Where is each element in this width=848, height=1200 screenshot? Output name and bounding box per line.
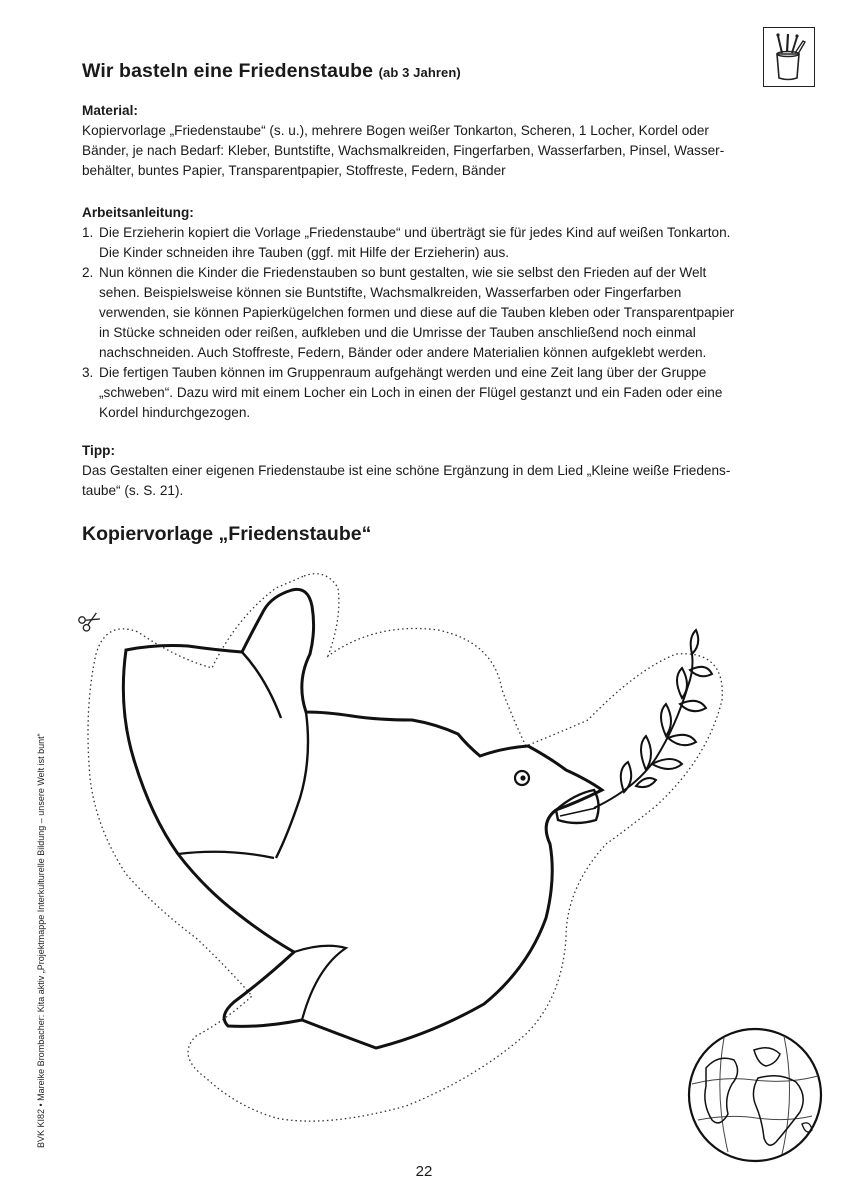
side-credit: BVK KI82 • Mareike Brombacher: Kita aktiv „Projektmappe Interkulturelle Bildung – unsere Welt ist bunt“	[36, 733, 46, 1148]
step-line: Kordel hindurchgezogen.	[99, 405, 251, 420]
tip-line: taube“ (s. S. 21).	[82, 483, 184, 498]
material-section	[82, 101, 772, 181]
steps-list	[82, 223, 772, 423]
step-item	[82, 363, 772, 423]
dove-outline	[123, 589, 602, 1048]
tip-section	[82, 441, 772, 501]
step-number: 3.	[82, 365, 94, 380]
pencil-cup-icon	[763, 27, 815, 87]
material-line: Bänder, je nach Bedarf: Kleber, Buntstifte, Wachsmalkreiden, Fingerfarben, Wasserfarben, Pinsel, Wasser-	[82, 143, 725, 158]
tail-line	[294, 946, 346, 1020]
wing-line	[276, 712, 308, 858]
step-line: Die Erzieherin kopiert die Vorlage „Friedenstaube“ und überträgt sie für jedes Kind auf weißen Tonkarton.	[99, 225, 731, 240]
wing-line	[242, 652, 281, 718]
page-title	[82, 60, 461, 83]
step-line: Die Kinder schneiden ihre Tauben (ggf. mit Hilfe der Erzieherin) aus.	[99, 245, 510, 260]
step-line: „schweben“. Dazu wird mit einem Locher ein Loch in einen der Flügel gestanzt und ein Faden oder eine	[99, 385, 723, 400]
dove-template	[76, 558, 756, 1158]
step-number: 2.	[82, 265, 94, 280]
step-item	[82, 263, 772, 363]
step-line: nachschneiden. Auch Stoffreste, Federn, Bänder oder andere Materialien können aufgeklebt werden.	[99, 345, 707, 360]
page-number: 22	[415, 1163, 433, 1180]
material-line: behälter, buntes Papier, Transparentpapier, Stoffreste, Federn, Bänder	[82, 163, 506, 178]
step-line: sehen. Beispielsweise können sie Buntstifte, Wachsmalkreiden, Wasserfarben oder Fingerfarben	[99, 285, 682, 300]
step-number: 1.	[82, 225, 94, 240]
scissors-icon	[78, 609, 102, 632]
title-age: (ab 3 Jahren)	[378, 65, 461, 80]
wing-line	[178, 852, 274, 858]
tip-line: Das Gestalten einer eigenen Friedenstaube ist eine schöne Ergänzung in dem Lied „Kleine weiße Friedens-	[82, 463, 731, 478]
title-main: Wir basteln eine Friedenstaube	[82, 60, 374, 82]
step-line: in Stücke schneiden oder reißen, aufkleben und die Umrisse der Tauben anschließend noch einmal	[99, 325, 696, 340]
step-line: Nun können die Kinder die Friedenstauben so bunt gestalten, wie sie selbst den Frieden auf der Welt	[99, 265, 707, 280]
step-line: verwenden, sie können Papierkügelchen formen und diese auf die Tauben kleben oder Transparentpapier	[99, 305, 735, 320]
template-title: Kopiervorlage „Friedenstaube“	[82, 523, 372, 545]
material-heading: Material:	[82, 103, 138, 118]
step-item	[82, 223, 772, 263]
tip-heading: Tipp:	[82, 443, 115, 458]
globe-icon	[684, 1024, 826, 1166]
step-line: Die fertigen Tauben können im Gruppenraum aufgehängt werden und eine Zeit lang über der Gruppe	[99, 365, 707, 380]
olive-branch	[594, 630, 712, 808]
instructions-heading: Arbeitsanleitung:	[82, 205, 194, 220]
material-line: Kopiervorlage „Friedenstaube“ (s. u.), mehrere Bogen weißer Tonkarton, Scheren, 1 Locher, Kordel oder	[82, 123, 709, 138]
instructions-section	[82, 203, 772, 423]
